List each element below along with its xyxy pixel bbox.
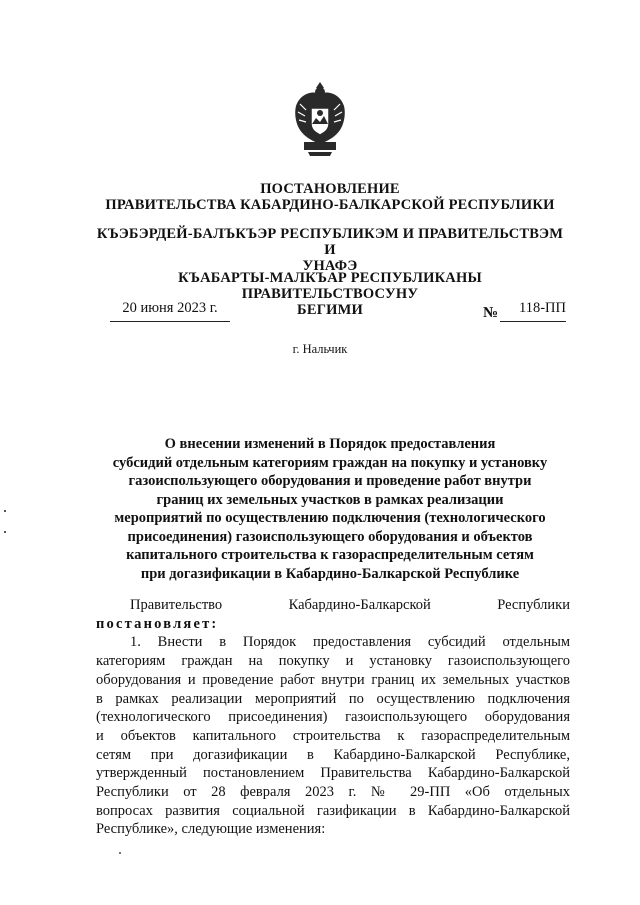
document-number: 118-ПП bbox=[500, 300, 566, 322]
document-date: 20 июня 2023 г. bbox=[110, 300, 230, 322]
title-kabardian-line-1: КЪЭБЭРДЕЙ-БАЛЪКЪЭР РЕСПУБЛИКЭМ И ПРАВИТЕЛЬСТВЭМ И bbox=[96, 226, 564, 258]
paragraph-line: оборудования и проведение работ внутри границ их земельных участков bbox=[96, 671, 570, 688]
number-label: № bbox=[483, 305, 499, 321]
coat-of-arms-emblem bbox=[290, 80, 350, 160]
body-intro-line: Правительство Кабардино-Балкарской Республики bbox=[130, 597, 570, 613]
title-balkar-line-2: БЕГИМИ bbox=[297, 302, 363, 318]
document-subject bbox=[90, 435, 570, 583]
paragraph-line: сетям при догазификации в Кабардино-Балкарской Республике, bbox=[96, 746, 570, 763]
scan-speck bbox=[4, 510, 6, 512]
paragraph-line: Республики от 28 февраля 2023 г. № 29-ПП «Об отдельных bbox=[96, 784, 570, 801]
subject-line: О внесении изменений в Порядок предоставления bbox=[164, 436, 496, 452]
document-title bbox=[90, 181, 570, 213]
title-balkar-line-1: КЪАБАРТЫ-МАЛКЪАР РЕСПУБЛИКАНЫ ПРАВИТЕЛЬСТВОСУНУ bbox=[178, 270, 482, 302]
document-body bbox=[96, 596, 570, 839]
scan-speck bbox=[4, 531, 6, 533]
subject-line: мероприятий по осуществлению подключения (технологического bbox=[114, 510, 546, 526]
title-kabardian bbox=[90, 226, 570, 274]
paragraph-line: 1. Внести в Порядок предоставления субсидий отдельным bbox=[130, 634, 570, 651]
subject-line: границ их земельных участков в рамках реализации bbox=[156, 491, 504, 508]
title-line-1: ПОСТАНОВЛЕНИЕ bbox=[260, 181, 400, 197]
subject-line: при догазификации в Кабардино-Балкарской Республике bbox=[140, 565, 520, 582]
subject-line: субсидий отдельным категориям граждан на покупку и установку bbox=[112, 454, 548, 471]
paragraph-line: категориям граждан на покупку и установку газоиспользующего bbox=[96, 653, 570, 670]
scan-speck bbox=[119, 852, 121, 854]
paragraph-line: и объектов капитального строительства к газораспределительным bbox=[96, 727, 570, 744]
city: г. Нальчик bbox=[292, 342, 348, 356]
subject-line: присоединения) газоиспользующего оборудования и объектов bbox=[127, 528, 533, 545]
title-kabardian-line-2: УНАФЭ bbox=[302, 258, 358, 274]
paragraph-line: Республике», следующие изменения: bbox=[96, 821, 326, 838]
subject-line: газоиспользующего оборудования и проведение работ внутри bbox=[128, 473, 532, 489]
title-line-2: ПРАВИТЕЛЬСТВА КАБАРДИНО-БАЛКАРСКОЙ РЕСПУБЛИКИ bbox=[105, 197, 555, 213]
paragraph-line: в рамках реализации мероприятий по осуществлению подключения bbox=[96, 690, 570, 707]
subject-line: капитального строительства к газораспределительным сетям bbox=[126, 547, 534, 563]
paragraph-line: утвержденный постановлением Правительства Кабардино-Балкарской bbox=[96, 765, 570, 782]
paragraph-line: (технологического присоединения) газоиспользующего оборудования bbox=[96, 709, 570, 726]
decree-word: постановляет: bbox=[96, 615, 219, 632]
paragraph-line: вопросах развития социальной газификации в Кабардино-Балкарской bbox=[96, 802, 570, 819]
